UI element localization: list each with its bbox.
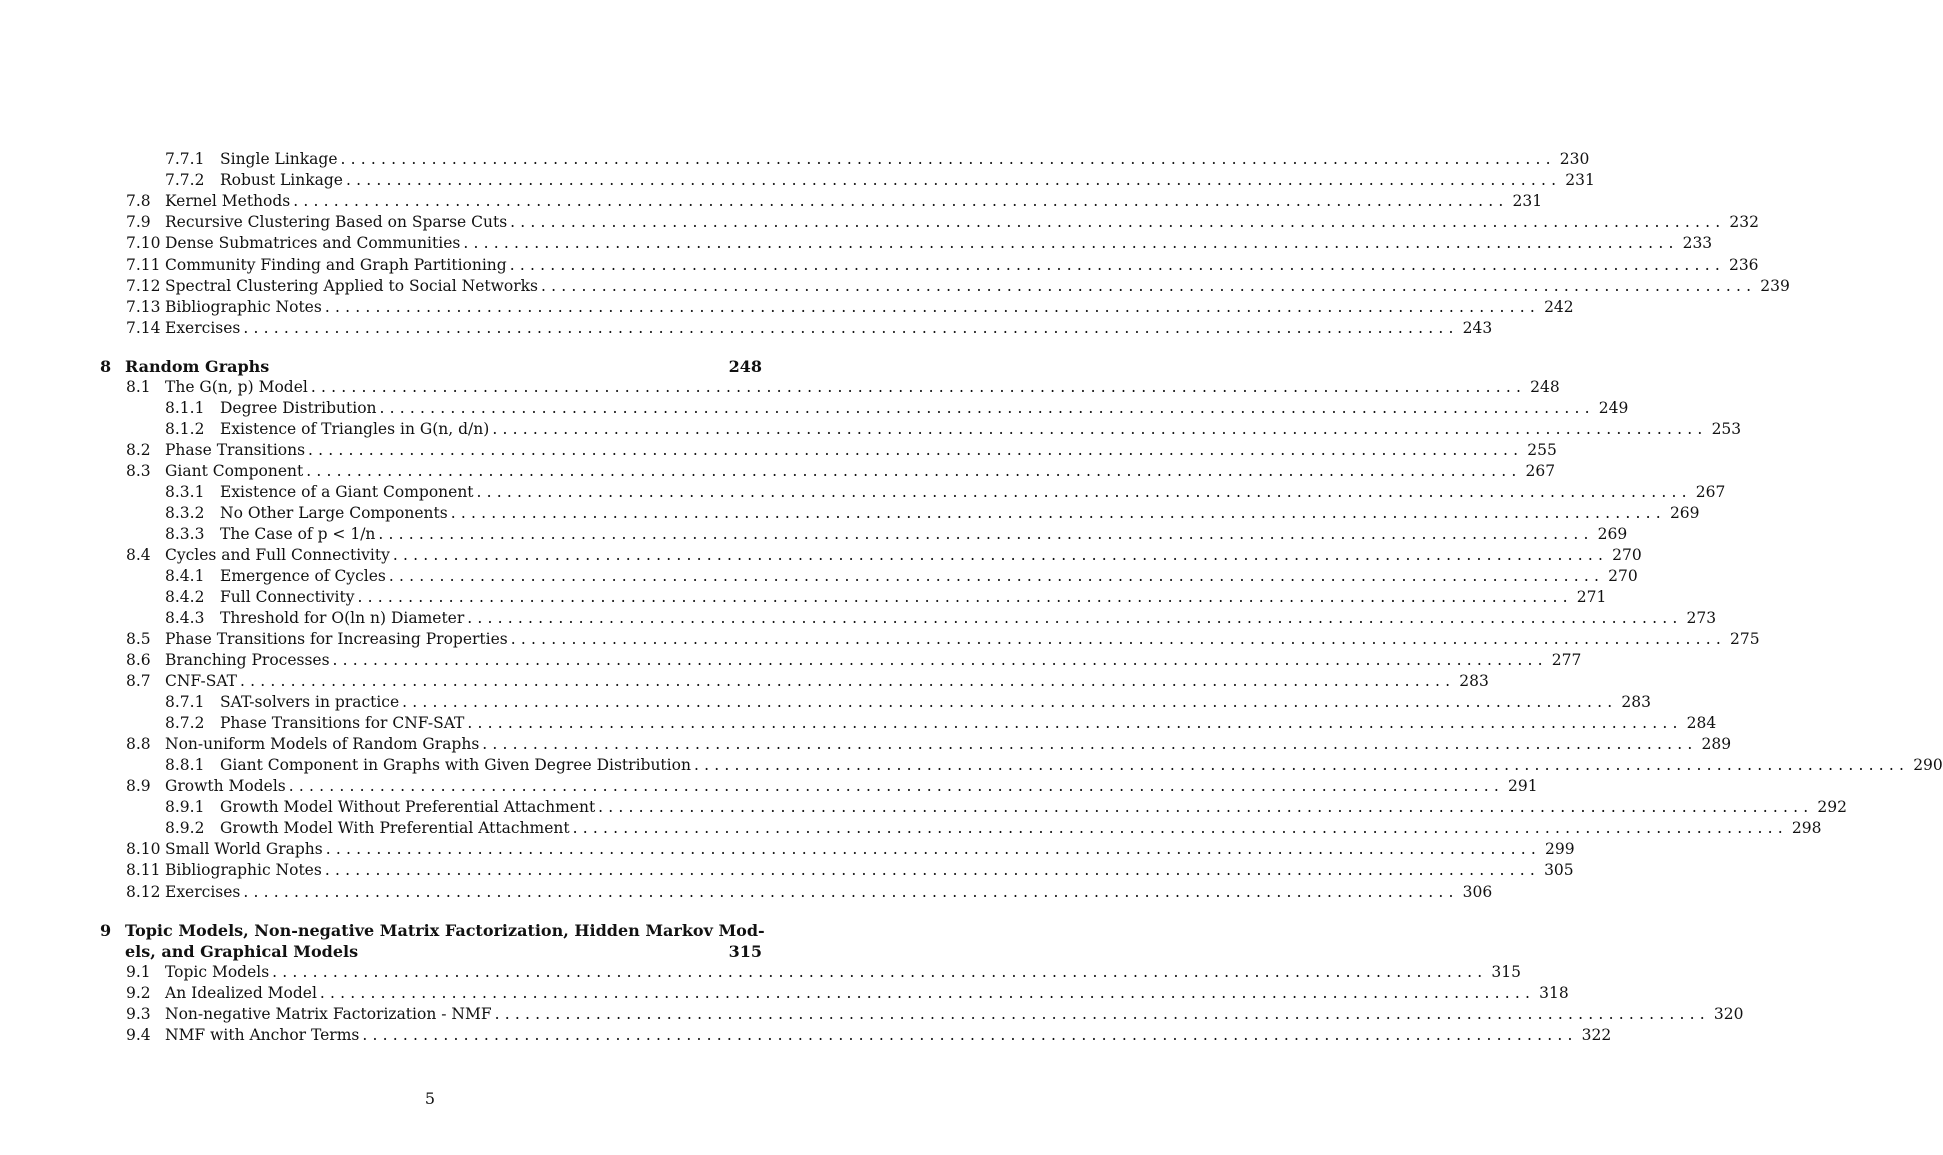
entry-page-number: 243 bbox=[1462, 319, 1493, 337]
entry-number: 8 bbox=[100, 357, 112, 376]
subsection-entry[interactable] bbox=[165, 692, 1652, 713]
leader-dots: ........................................................................................................................ bbox=[541, 277, 1757, 295]
section-entry[interactable] bbox=[126, 1025, 1612, 1046]
entry-title: Kernel Methods bbox=[165, 192, 291, 210]
section-entry[interactable] bbox=[126, 440, 1557, 461]
entry-page-number: 267 bbox=[1525, 462, 1556, 480]
entry-number: 8.2 bbox=[126, 441, 151, 459]
section-entry[interactable] bbox=[126, 629, 1760, 650]
entry-number: 8.12 bbox=[126, 883, 161, 901]
entry-page-number: 231 bbox=[1512, 192, 1543, 210]
entry-title: Existence of Triangles in G(n, d/n) bbox=[220, 420, 490, 438]
entry-page-number: 232 bbox=[1729, 213, 1760, 231]
leader-dots: ........................................................................................................................ bbox=[392, 546, 1609, 564]
leader-dots: ........................................................................................................................ bbox=[693, 756, 1910, 774]
entry-number: 7.14 bbox=[126, 319, 161, 337]
entry-page-number: 315 bbox=[1491, 963, 1522, 981]
entry-title: Emergence of Cycles bbox=[220, 567, 386, 585]
section-entry[interactable] bbox=[126, 545, 1642, 566]
entry-number: 8.8 bbox=[126, 735, 151, 753]
entry-title: Branching Processes bbox=[165, 651, 330, 669]
entry-number: 8.11 bbox=[126, 861, 161, 879]
entry-page-number: 236 bbox=[1728, 256, 1759, 274]
leader-dots: ........................................................................................................................ bbox=[494, 1005, 1710, 1023]
section-entry[interactable] bbox=[126, 671, 1489, 692]
leader-dots: ........................................................................................................................ bbox=[362, 1026, 1578, 1044]
subsection-entry[interactable] bbox=[165, 482, 1726, 503]
entry-page-number: 267 bbox=[1695, 483, 1726, 501]
entry-page-number: 242 bbox=[1544, 298, 1574, 316]
entry-page-number: 230 bbox=[1559, 150, 1590, 168]
entry-number: 8.3.3 bbox=[165, 525, 205, 543]
chapter-entry[interactable] bbox=[100, 920, 765, 941]
entry-number: 8.7.1 bbox=[165, 693, 205, 711]
leader-dots: ........................................................................................................................ bbox=[467, 609, 1683, 627]
entry-title: Topic Models, Non-negative Matrix Factorization, Hidden Markov Mod- bbox=[125, 921, 765, 940]
leader-dots: ........................................................................................................................ bbox=[324, 861, 1541, 879]
subsection-entry[interactable] bbox=[165, 419, 1742, 440]
entry-page-number: 239 bbox=[1760, 277, 1790, 295]
leader-dots: ........................................................................................................................ bbox=[402, 693, 1618, 711]
entry-number: 7.9 bbox=[126, 213, 151, 231]
subsection-entry[interactable] bbox=[165, 713, 1717, 734]
leader-dots: ........................................................................................................................ bbox=[467, 714, 1683, 732]
entry-title: Exercises bbox=[165, 319, 241, 337]
leader-dots: ........................................................................................................................ bbox=[308, 441, 1524, 459]
entry-title: Random Graphs bbox=[125, 357, 270, 376]
entry-page-number: 269 bbox=[1597, 525, 1628, 543]
leader-dots: ........................................................................................................................ bbox=[492, 420, 1708, 438]
entry-title: Growth Models bbox=[165, 777, 286, 795]
entry-page-number: 273 bbox=[1686, 609, 1717, 627]
entry-title: Giant Component in Graphs with Given Degree Distribution bbox=[220, 756, 691, 774]
entry-page-number: 292 bbox=[1817, 798, 1848, 816]
entry-title: Cycles and Full Connectivity bbox=[165, 546, 390, 564]
entry-number: 9.3 bbox=[126, 1005, 151, 1023]
entry-page-number: 270 bbox=[1612, 546, 1642, 564]
entry-title: Exercises bbox=[165, 883, 241, 901]
section-entry[interactable] bbox=[126, 276, 1790, 297]
subsection-entry[interactable] bbox=[165, 608, 1717, 629]
entry-title: Non-negative Matrix Factorization - NMF bbox=[165, 1005, 492, 1023]
leader-dots: ........................................................................................................................ bbox=[319, 984, 1536, 1002]
section-entry[interactable] bbox=[126, 776, 1538, 797]
chapter-entry[interactable] bbox=[100, 941, 762, 962]
leader-dots: ........................................................................................................................ bbox=[306, 462, 1522, 480]
entry-number: 7.10 bbox=[126, 234, 161, 252]
leader-dots: ........................................................................................................................ bbox=[345, 171, 1562, 189]
subsection-entry[interactable] bbox=[165, 524, 1628, 545]
leader-dots: ........................................................................................................................ bbox=[288, 777, 1504, 795]
entry-number: 8.4 bbox=[126, 546, 151, 564]
entry-number: 8.3.1 bbox=[165, 483, 205, 501]
leader-dots: ........................................................................................................................ bbox=[463, 234, 1679, 252]
entry-number: 8.1.1 bbox=[165, 399, 205, 417]
entry-number: 7.8 bbox=[126, 192, 151, 210]
leader-dots: ........................................................................................................................ bbox=[293, 192, 1509, 210]
section-entry[interactable] bbox=[126, 860, 1574, 881]
section-entry[interactable] bbox=[126, 650, 1582, 671]
leader-dots: ........................................................................................................................ bbox=[272, 963, 1488, 981]
entry-title: NMF with Anchor Terms bbox=[165, 1026, 360, 1044]
leader-dots: ........................................................................................................................ bbox=[450, 504, 1666, 522]
entry-number: 8.1 bbox=[126, 378, 151, 396]
entry-page-number: 248 bbox=[1530, 378, 1560, 396]
entry-page-number: 318 bbox=[1539, 984, 1569, 1002]
entry-title: An Idealized Model bbox=[165, 984, 317, 1002]
section-entry[interactable] bbox=[126, 882, 1493, 903]
entry-title: Phase Transitions for CNF-SAT bbox=[220, 714, 465, 732]
entry-title: Bibliographic Notes bbox=[165, 298, 322, 316]
entry-title: Phase Transitions bbox=[165, 441, 306, 459]
subsection-entry[interactable] bbox=[165, 170, 1595, 191]
entry-page-number: 320 bbox=[1713, 1005, 1744, 1023]
entry-page-number: 322 bbox=[1581, 1026, 1612, 1044]
entry-page-number: 284 bbox=[1686, 714, 1717, 732]
leader-dots: ........................................................................................................................ bbox=[340, 150, 1556, 168]
entry-page-number: 255 bbox=[1527, 441, 1557, 459]
entry-number: 8.7 bbox=[126, 672, 151, 690]
entry-page-number: 299 bbox=[1544, 840, 1575, 858]
leader-dots: ........................................................................................................................ bbox=[598, 798, 1814, 816]
entry-number: 9 bbox=[100, 921, 112, 940]
entry-page-number: 315 bbox=[728, 942, 762, 961]
entry-title: Giant Component bbox=[165, 462, 304, 480]
chapter-entry[interactable] bbox=[100, 356, 762, 377]
entry-title: Recursive Clustering Based on Sparse Cuts bbox=[165, 213, 508, 231]
section-entry[interactable] bbox=[126, 191, 1543, 212]
leader-dots: ........................................................................................................................ bbox=[388, 567, 1605, 585]
page-number: 5 bbox=[424, 1089, 436, 1108]
subsection-entry[interactable] bbox=[165, 755, 1943, 776]
entry-page-number: 253 bbox=[1711, 420, 1742, 438]
section-entry[interactable] bbox=[126, 839, 1575, 860]
leader-dots: ........................................................................................................................ bbox=[240, 672, 1456, 690]
leader-dots: ........................................................................................................................ bbox=[510, 213, 1726, 231]
section-entry[interactable] bbox=[126, 212, 1760, 233]
entry-number: 8.4.2 bbox=[165, 588, 205, 606]
section-entry[interactable] bbox=[126, 1004, 1744, 1025]
entry-page-number: 233 bbox=[1682, 234, 1713, 252]
entry-number: 8.3 bbox=[126, 462, 151, 480]
entry-number: 8.8.1 bbox=[165, 756, 205, 774]
entry-number: 8.9.2 bbox=[165, 819, 205, 837]
subsection-entry[interactable] bbox=[165, 797, 1848, 818]
entry-title: Non-uniform Models of Random Graphs bbox=[165, 735, 480, 753]
leader-dots: ........................................................................................................................ bbox=[325, 840, 1541, 858]
leader-dots: ........................................................................................................................ bbox=[357, 588, 1573, 606]
entry-title: No Other Large Components bbox=[220, 504, 448, 522]
entry-number: 7.13 bbox=[126, 298, 161, 316]
entry-page-number: 283 bbox=[1621, 693, 1652, 711]
entry-number: 8.5 bbox=[126, 630, 151, 648]
entry-page-number: 277 bbox=[1551, 651, 1582, 669]
entry-title: Growth Model With Preferential Attachment bbox=[220, 819, 570, 837]
entry-number: 9.4 bbox=[126, 1026, 151, 1044]
entry-page-number: 305 bbox=[1544, 861, 1574, 879]
entry-number: 7.7.1 bbox=[165, 150, 205, 168]
entry-number: 9.2 bbox=[126, 984, 151, 1002]
entry-number: 7.7.2 bbox=[165, 171, 205, 189]
entry-page-number: 271 bbox=[1576, 588, 1607, 606]
entry-title: Community Finding and Graph Partitioning bbox=[165, 256, 507, 274]
leader-dots: ........................................................................................................................ bbox=[243, 319, 1459, 337]
entry-page-number: 306 bbox=[1462, 883, 1493, 901]
leader-dots: ........................................................................................................................ bbox=[310, 378, 1527, 396]
entry-title: Robust Linkage bbox=[220, 171, 343, 189]
leader-dots: ........................................................................................................................ bbox=[572, 819, 1788, 837]
section-entry[interactable] bbox=[126, 297, 1574, 318]
entry-number: 7.12 bbox=[126, 277, 161, 295]
entry-title: Spectral Clustering Applied to Social Networks bbox=[165, 277, 539, 295]
section-entry[interactable] bbox=[126, 461, 1556, 482]
section-entry[interactable] bbox=[126, 962, 1522, 983]
section-entry[interactable] bbox=[126, 734, 1732, 755]
entry-page-number: 231 bbox=[1565, 171, 1595, 189]
section-entry[interactable] bbox=[126, 983, 1569, 1004]
entry-title: SAT-solvers in practice bbox=[220, 693, 400, 711]
entry-title: Single Linkage bbox=[220, 150, 338, 168]
entry-title: els, and Graphical Models bbox=[125, 942, 359, 961]
leader-dots: ........................................................................................................................ bbox=[379, 399, 1595, 417]
leader-dots: ........................................................................................................................ bbox=[324, 298, 1541, 316]
entry-title: Topic Models bbox=[165, 963, 270, 981]
entry-number: 8.10 bbox=[126, 840, 161, 858]
entry-number: 8.4.3 bbox=[165, 609, 205, 627]
entry-number: 8.6 bbox=[126, 651, 151, 669]
entry-number: 9.1 bbox=[126, 963, 151, 981]
leader-dots: ........................................................................................................................ bbox=[476, 483, 1692, 501]
entry-title: Degree Distribution bbox=[220, 399, 377, 417]
section-entry[interactable] bbox=[126, 233, 1713, 254]
entry-number: 8.3.2 bbox=[165, 504, 205, 522]
entry-number: 8.1.2 bbox=[165, 420, 205, 438]
entry-page-number: 248 bbox=[728, 357, 762, 376]
entry-page-number: 289 bbox=[1701, 735, 1732, 753]
leader-dots: ........................................................................................................................ bbox=[509, 256, 1725, 274]
leader-dots: ........................................................................................................................ bbox=[243, 883, 1459, 901]
section-entry[interactable] bbox=[126, 255, 1759, 276]
entry-page-number: 298 bbox=[1791, 819, 1822, 837]
entry-number: 8.9.1 bbox=[165, 798, 205, 816]
entry-title: Small World Graphs bbox=[165, 840, 323, 858]
section-entry[interactable] bbox=[126, 318, 1493, 339]
entry-title: Full Connectivity bbox=[220, 588, 355, 606]
section-entry[interactable] bbox=[126, 377, 1560, 398]
entry-page-number: 291 bbox=[1508, 777, 1538, 795]
leader-dots: ........................................................................................................................ bbox=[482, 735, 1698, 753]
entry-page-number: 290 bbox=[1913, 756, 1943, 774]
entry-page-number: 269 bbox=[1669, 504, 1700, 522]
entry-page-number: 270 bbox=[1608, 567, 1638, 585]
entry-page-number: 249 bbox=[1598, 399, 1629, 417]
entry-title: Bibliographic Notes bbox=[165, 861, 322, 879]
subsection-entry[interactable] bbox=[165, 503, 1700, 524]
entry-title: Existence of a Giant Component bbox=[220, 483, 474, 501]
entry-title: Dense Submatrices and Communities bbox=[165, 234, 461, 252]
subsection-entry[interactable] bbox=[165, 566, 1638, 587]
leader-dots: ........................................................................................................................ bbox=[510, 630, 1726, 648]
entry-title: The Case of p < 1/n bbox=[220, 525, 376, 543]
subsection-entry[interactable] bbox=[165, 587, 1607, 608]
entry-page-number: 283 bbox=[1459, 672, 1489, 690]
entry-title: Threshold for O(ln n) Diameter bbox=[220, 609, 465, 627]
subsection-entry[interactable] bbox=[165, 149, 1590, 170]
entry-title: The G(n, p) Model bbox=[165, 378, 308, 396]
entry-number: 8.4.1 bbox=[165, 567, 205, 585]
leader-dots: ........................................................................................................................ bbox=[332, 651, 1548, 669]
entry-title: Phase Transitions for Increasing Properties bbox=[165, 630, 508, 648]
subsection-entry[interactable] bbox=[165, 818, 1822, 839]
entry-title: Growth Model Without Preferential Attachment bbox=[220, 798, 596, 816]
entry-number: 7.11 bbox=[126, 256, 161, 274]
entry-title: CNF-SAT bbox=[165, 672, 238, 690]
entry-number: 8.7.2 bbox=[165, 714, 205, 732]
entry-number: 8.9 bbox=[126, 777, 151, 795]
subsection-entry[interactable] bbox=[165, 398, 1629, 419]
leader-dots: ........................................................................................................................ bbox=[378, 525, 1594, 543]
entry-page-number: 275 bbox=[1729, 630, 1760, 648]
